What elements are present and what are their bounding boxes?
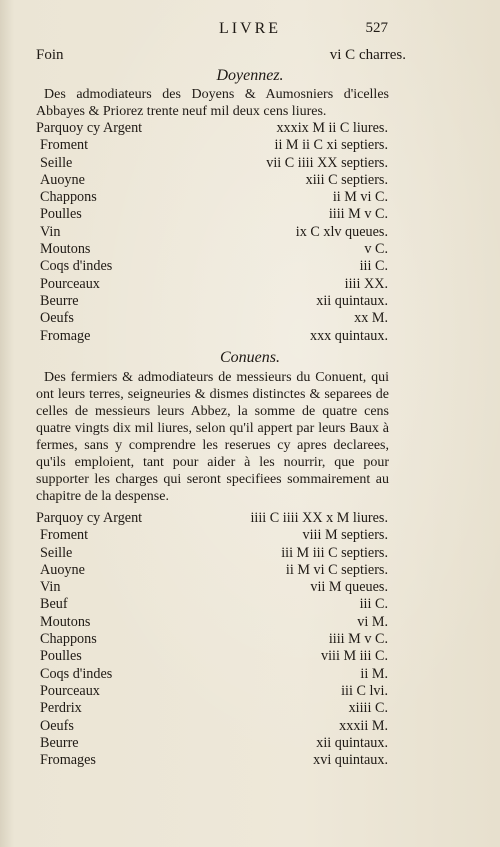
item-label: Chappons — [40, 631, 97, 648]
item-label: Auoyne — [40, 561, 85, 578]
item-label: Oeufs — [40, 717, 74, 734]
item-label: Fromages — [40, 752, 96, 769]
item-value: xiiii C. — [348, 700, 388, 717]
list-item — [36, 545, 388, 562]
item-label: Froment — [40, 527, 89, 544]
item-value: vii C iiii XX septiers. — [266, 154, 388, 171]
item-value: xvi quintaux. — [313, 752, 388, 769]
item-label: Coqs d'indes — [40, 258, 113, 275]
running-title: LIVRE — [218, 20, 282, 37]
section2-paragraph-text: Des fermiers & admodiateurs de messieurs du Conuent, qui ont leurs terres, seigneuries & dismes distinctes & separees de celles de messieurs leurs Abbez, la somme de quatre cens quatre vingts dix mil liures, selon qu'il appert par leurs Baux à fermes, sans y comprendre les reserues cy apres declarees, qu'ils emploient, tant pour aider à les nourrir, que pour supporter les charges qui seront specifiees sommairement au chapitre de la despense. — [36, 370, 389, 504]
item-value: iiii C iiii XX x M liures. — [250, 510, 388, 526]
section-heading-doyennez: Doyennez. — [216, 67, 284, 84]
item-value: vii M queues. — [310, 579, 388, 596]
list-item — [36, 596, 388, 613]
item-value: xxxix M ii C liures. — [276, 120, 388, 136]
item-value: iiii M v C. — [328, 206, 388, 223]
section1-list — [36, 120, 388, 345]
section1-paragraph-text: Des admodiateurs des Doyens & Aumosniers d'icelles Abbayes & Priorez trente neuf mil deux cens liures. — [36, 87, 389, 119]
list-item — [36, 700, 388, 717]
list-item — [36, 189, 388, 206]
item-value: xx M. — [354, 310, 388, 327]
item-label: Beuf — [40, 596, 68, 613]
item-value: xxx quintaux. — [309, 327, 388, 344]
item-value: ii M ii C xi septiers. — [274, 137, 388, 154]
list-item — [36, 276, 388, 293]
list-item — [36, 614, 388, 631]
item-label: Pourceaux — [40, 682, 100, 699]
item-value: ii M vi C septiers. — [285, 561, 388, 578]
list-item — [36, 579, 388, 596]
list-item — [36, 258, 388, 275]
item-value: viii M iii C. — [320, 648, 388, 665]
list-item — [36, 155, 388, 172]
foin-value: vi C charres. — [329, 47, 406, 63]
item-value: ii M. — [360, 665, 388, 682]
list-item — [36, 752, 388, 769]
list-item — [36, 631, 388, 648]
item-label: Seille — [40, 544, 73, 561]
foin-label: Foin — [36, 47, 64, 63]
item-value: ix C xlv queues. — [295, 223, 388, 240]
list-item — [36, 328, 388, 345]
item-label: Beurre — [40, 292, 79, 309]
page-number: 527 — [365, 20, 388, 36]
item-label: Moutons — [40, 241, 91, 258]
item-value: xii quintaux. — [316, 734, 388, 751]
item-label: Perdrix — [40, 700, 82, 717]
list-item — [36, 224, 388, 241]
page-header — [0, 20, 500, 40]
list-item — [36, 735, 388, 752]
item-value: iii M iii C septiers. — [281, 544, 388, 561]
item-label: Parquoy cy Argent — [36, 120, 143, 136]
item-label: Moutons — [40, 613, 91, 630]
list-item — [36, 206, 388, 223]
item-label: Pourceaux — [40, 275, 100, 292]
item-label: Poulles — [40, 648, 82, 665]
item-value: xii quintaux. — [316, 292, 388, 309]
list-item — [36, 527, 388, 544]
item-value: iiii XX. — [344, 275, 388, 292]
section-heading-conuens: Conuens. — [220, 349, 280, 366]
item-value: iii C. — [359, 258, 388, 275]
item-value: xxxii M. — [339, 717, 388, 734]
item-label: Seille — [40, 154, 73, 171]
list-item — [36, 310, 388, 327]
list-item — [36, 718, 388, 735]
item-label: Parquoy cy Argent — [36, 510, 143, 526]
item-label: Auoyne — [40, 171, 85, 188]
list-item — [36, 120, 388, 137]
section2-list — [36, 510, 388, 769]
item-label: Vin — [40, 579, 61, 596]
list-item — [36, 666, 388, 683]
item-label: Beurre — [40, 734, 79, 751]
item-label: Chappons — [40, 189, 97, 206]
item-value: iiii M v C. — [328, 631, 388, 648]
item-value: vi M. — [357, 613, 388, 630]
item-value: v C. — [364, 241, 388, 258]
item-value: iii C lvi. — [341, 682, 388, 699]
item-label: Oeufs — [40, 310, 74, 327]
item-value: ii M vi C. — [332, 189, 388, 206]
item-label: Coqs d'indes — [40, 665, 113, 682]
list-item — [36, 241, 388, 258]
list-item — [36, 137, 388, 154]
item-label: Vin — [40, 223, 61, 240]
section2-paragraph — [36, 369, 389, 505]
item-value: viii M septiers. — [302, 527, 388, 544]
list-item — [36, 293, 388, 310]
list-item — [36, 648, 388, 665]
item-label: Poulles — [40, 206, 82, 223]
item-label: Fromage — [40, 327, 91, 344]
list-item — [36, 562, 388, 579]
item-value: iii C. — [359, 596, 388, 613]
foin-line — [36, 47, 406, 67]
list-item — [36, 683, 388, 700]
list-item — [36, 172, 388, 189]
list-item — [36, 510, 388, 527]
item-value: xiii C septiers. — [305, 171, 388, 188]
section1-paragraph — [36, 86, 389, 120]
item-label: Froment — [40, 137, 89, 154]
